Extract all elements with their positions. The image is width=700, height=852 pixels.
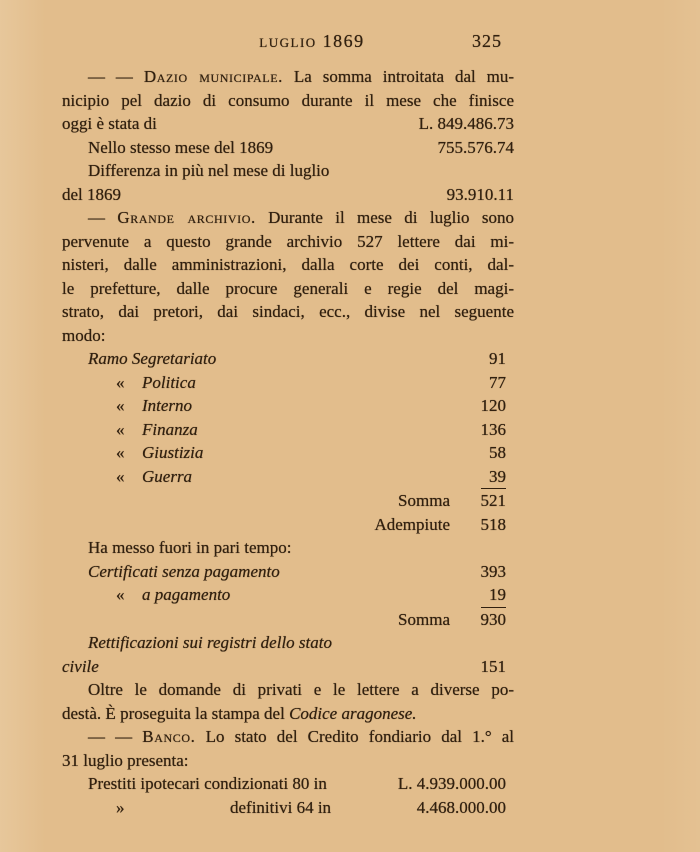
row-label-text: Politica [142, 372, 196, 392]
ledger-row [62, 183, 514, 207]
ledger-row [62, 772, 514, 796]
dash-marker: — — [88, 727, 133, 746]
text-line: pervenute a questo grande archivio 527 lettere dai mi- [62, 231, 514, 251]
text-line: strato, dai pretori, dai sindaci, ecc., divise nel seguente [62, 302, 514, 321]
row-value: L. 4.939.000.00 [397, 774, 506, 793]
row-label-text: a pagamento [142, 585, 231, 604]
row-value: 91 [489, 349, 506, 368]
text-line [62, 65, 514, 89]
row-label-text: Giustizia [142, 443, 204, 462]
text-line: nicipio pel dazio di consumo durante il mese che finisce [62, 90, 514, 110]
ditto-marker: « [116, 396, 125, 415]
row-label [62, 465, 466, 489]
ditto-marker: » [116, 797, 125, 817]
header-title: luglio 1869 [259, 31, 365, 51]
row-label [62, 418, 466, 442]
row-label: oggi è stata di [62, 114, 157, 133]
row-value: 58 [489, 443, 506, 462]
row-value: L. 849.486.73 [418, 114, 514, 133]
section-term: Banco. [142, 727, 196, 746]
row-label [62, 394, 466, 418]
ledger-row [62, 136, 514, 160]
text-line: Ha messo fuori in pari tempo: [88, 538, 292, 557]
row-value: 39 [489, 466, 506, 486]
ditto-marker: « [116, 585, 125, 604]
row-label: Somma [398, 491, 450, 510]
text-line: Differenza in più nel mese di luglio [88, 161, 330, 180]
row-value: 518 [480, 514, 506, 534]
row-label [62, 583, 466, 607]
row-value: 4.468.000.00 [416, 797, 506, 817]
ledger-row [62, 465, 514, 489]
text-line [62, 725, 514, 749]
text-line [62, 702, 514, 726]
row-label: Prestiti ipotecari condizionati 80 in [88, 774, 327, 793]
ledger-row [62, 394, 514, 418]
ledger-row [62, 441, 514, 465]
row-label [62, 796, 417, 820]
row-value: 393 [480, 561, 506, 581]
text-line: modo: [62, 325, 106, 345]
running-header [62, 30, 514, 54]
total-value: 521 [481, 488, 507, 513]
total-row [62, 488, 514, 513]
section-term: Grande archivio. [117, 208, 256, 227]
row-label [62, 441, 466, 465]
dash-marker: — [88, 208, 105, 227]
row-value: 136 [480, 419, 506, 439]
row-label-text: Finanza [142, 419, 198, 439]
line-text: Durante il mese di luglio sono [268, 208, 515, 227]
text-line: 31 luglio presenta: [62, 750, 189, 770]
row-value [466, 607, 514, 632]
row-label: Nello stesso mese del 1869 [88, 137, 274, 157]
ledger-row [62, 418, 514, 442]
book-title: Codice aragonese. [289, 703, 417, 723]
line-text: Lo stato del Credito fondiario dal 1.° al [205, 727, 515, 746]
ledger-row [62, 371, 514, 395]
row-label-text: Interno [142, 396, 193, 415]
row-label-text: definitivi 64 in [230, 797, 332, 817]
text-block [62, 30, 514, 819]
row-label-text: Guerra [142, 466, 193, 486]
ledger-row [62, 347, 514, 371]
row-value: 755.576.74 [437, 137, 514, 157]
row-value: 151 [480, 656, 506, 676]
ledger-row [62, 796, 514, 820]
row-label [62, 371, 466, 395]
row-value [466, 488, 514, 513]
page-number: 325 [472, 31, 502, 51]
text-line: nisteri, dalle amministrazioni, dalla corte dei conti, dal- [62, 255, 514, 274]
text-line [62, 206, 514, 230]
ditto-marker: « [116, 466, 125, 486]
total-row [62, 513, 514, 537]
text-line: le prefetture, dalle procure generali e regie del magi- [62, 278, 514, 298]
ledger-row [62, 583, 514, 607]
ledger-row [62, 112, 514, 136]
row-label: civile [62, 656, 99, 676]
section-term: Dazio municipale. [143, 67, 283, 86]
ledger-row [62, 560, 514, 584]
text-line: Rettificazioni sui registri dello stato [88, 633, 332, 652]
ditto-marker: « [116, 443, 125, 462]
row-value: 77 [489, 372, 506, 392]
ditto-marker: « [116, 372, 125, 392]
row-label: Certificati senza pagamento [88, 561, 280, 581]
row-value: 120 [480, 396, 506, 415]
row-value: 19 [489, 585, 506, 604]
dash-marker: — — [88, 67, 133, 86]
row-label: Ramo Segretariato [88, 349, 217, 368]
row-label: Adempiute [374, 514, 450, 534]
line-text: La somma introitata dal mu- [293, 67, 515, 86]
row-label: Somma [398, 609, 450, 629]
ditto-marker: « [116, 419, 125, 439]
row-value: 93.910.11 [446, 184, 514, 204]
total-value: 930 [481, 607, 507, 632]
line-text: destà. È proseguita la stampa del [62, 703, 290, 723]
row-label: del 1869 [62, 184, 122, 204]
ledger-row [62, 655, 514, 679]
total-row [62, 607, 514, 632]
text-line: Oltre le domande di privati e le lettere a diverse po- [88, 680, 514, 699]
